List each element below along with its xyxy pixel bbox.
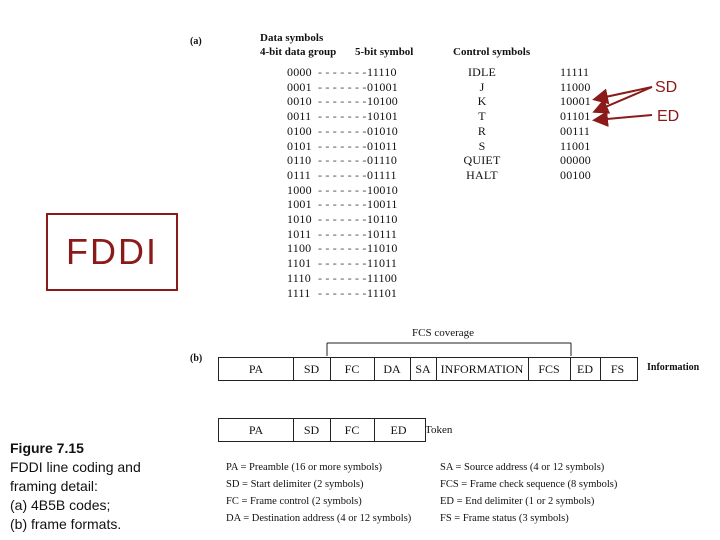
legend-entry: FC = Frame control (2 symbols) — [226, 496, 362, 507]
ed-annotation: ED — [657, 108, 680, 125]
frame-field-sa: SA — [410, 358, 437, 380]
dash-leader: - - - - - - - — [318, 79, 367, 94]
data-group-header: 4-bit data group — [260, 46, 337, 58]
legend-entry: SD = Start delimiter (2 symbols) — [226, 479, 364, 490]
legend-entry: ED = End delimiter (1 or 2 symbols) — [440, 496, 595, 507]
five-bit-header: 5-bit symbol — [355, 46, 414, 58]
data-group-cell: 1110 — [287, 270, 311, 285]
five-bit-symbol-cell: 10011 — [367, 197, 398, 212]
figure-number: Figure 7.15 — [10, 440, 84, 456]
data-group-cell: 1100 — [287, 241, 312, 256]
data-group-cell: 1000 — [287, 182, 312, 197]
dash-leader: - - - - - - - — [318, 285, 367, 300]
five-bit-symbol-cell: 11101 — [367, 285, 398, 300]
data-group-cell: 0011 — [287, 109, 312, 124]
data-group-cell: 0001 — [287, 79, 312, 94]
dash-leader: - - - - - - - — [318, 241, 367, 256]
five-bit-symbol-cell: 11100 — [367, 270, 398, 285]
fddi-box — [46, 213, 178, 291]
caption-line-2: framing detail: — [10, 478, 98, 494]
frame-field-sd: SD — [293, 358, 331, 380]
dash-leader: - - - - - - - — [318, 256, 367, 271]
five-bit-symbol-cell: 10110 — [367, 212, 398, 226]
frame-field-fs: FS — [610, 361, 625, 376]
dash-leader: - - - - - - - — [318, 167, 367, 182]
five-bit-symbol-cell: 11010 — [367, 241, 398, 256]
control-name-cell: K — [477, 94, 487, 109]
five-bit-symbol-cell: 01010 — [367, 123, 398, 138]
dash-leader: - - - - - - - — [318, 65, 367, 79]
five-bit-symbol-cell: 10101 — [367, 109, 398, 124]
control-code-cell: 00000 — [560, 153, 591, 168]
frame-field-ed: ED — [390, 422, 407, 437]
five-bit-symbol-cell: 01001 — [367, 79, 398, 94]
data-group-cell: 0100 — [287, 123, 312, 138]
dash-leader: - - - - - - - — [318, 153, 367, 168]
control-code-cell: 00111 — [560, 123, 591, 138]
frame-field-information: INFORMATION — [436, 358, 529, 380]
legend-entry: SA = Source address (4 or 12 symbols) — [440, 462, 605, 473]
fcs-coverage-label: FCS coverage — [412, 327, 475, 339]
sd-arrow-j — [596, 87, 652, 99]
frame-field-fc: FC — [330, 358, 375, 380]
fddi-label: FDDI — [66, 231, 158, 272]
five-bit-symbol-cell: 10111 — [367, 226, 398, 241]
five-bit-symbol-cell: 11011 — [367, 256, 398, 271]
caption-line-1: FDDI line coding and — [10, 459, 141, 475]
dash-leader: - - - - - - - — [318, 138, 367, 153]
frame-field-fcs: FCS — [528, 358, 571, 380]
control-name-cell: T — [478, 109, 486, 124]
data-symbols-header: Data symbols — [260, 32, 324, 44]
five-bit-symbol-cell: 01011 — [367, 138, 398, 153]
dash-leader: - - - - - - - — [318, 94, 367, 109]
caption-line-4: (b) frame formats. — [10, 516, 122, 532]
information-frame — [218, 357, 638, 381]
legend-entry: DA = Destination address (4 or 12 symbols) — [226, 513, 412, 524]
control-name-cell: QUIET — [463, 153, 501, 168]
part-a-label: (a) — [190, 36, 202, 47]
legend-entry: PA = Preamble (16 or more symbols) — [226, 462, 383, 473]
dash-leader: - - - - - - - — [318, 109, 367, 124]
dash-leader: - - - - - - - — [318, 182, 367, 197]
frame-field-da: DA — [374, 358, 411, 380]
data-group-cell: 0101 — [287, 138, 312, 153]
dash-leader: - - - - - - - — [318, 123, 367, 138]
dash-leader: - - - - - - - — [318, 270, 367, 285]
data-group-cell: 1010 — [287, 212, 312, 226]
control-name-cell: J — [479, 79, 485, 94]
data-group-cell: 1101 — [287, 256, 312, 271]
control-code-cell: 10001 — [560, 94, 591, 109]
dash-leader: - - - - - - - — [318, 226, 367, 241]
sd-annotation: SD — [655, 79, 678, 96]
frame-field-ed: ED — [570, 358, 601, 380]
five-bit-symbol-cell: 01110 — [367, 153, 398, 168]
data-group-cell: 0010 — [287, 94, 312, 109]
part-b-label: (b) — [190, 353, 203, 364]
dash-leader: - - - - - - - — [318, 197, 367, 212]
fcs-coverage-bracket — [325, 338, 575, 358]
legend-entry: FS = Frame status (3 symbols) — [440, 513, 569, 524]
control-code-cell: 11111 — [560, 65, 590, 79]
legend-entry: FCS = Frame check sequence (8 symbols) — [440, 479, 618, 490]
token-frame-label: Token — [425, 424, 453, 436]
control-code-cell: 11001 — [560, 138, 591, 153]
control-code-cell: 00100 — [560, 167, 591, 182]
five-bit-symbol-cell: 10100 — [367, 94, 398, 109]
data-group-cell: 1001 — [287, 197, 312, 212]
control-code-cell: 11000 — [560, 79, 591, 94]
frame-field-pa: PA — [219, 419, 294, 441]
control-name-cell: R — [477, 123, 487, 138]
five-bit-symbol-cell: 01111 — [367, 167, 397, 182]
data-group-cell: 1111 — [287, 285, 311, 300]
data-group-cell: 0000 — [287, 65, 312, 79]
frame-field-fc: FC — [330, 419, 375, 441]
data-group-cell: 0111 — [287, 167, 311, 182]
data-group-cell: 0110 — [287, 153, 312, 168]
annotation-arrows — [590, 75, 660, 135]
control-name-cell: S — [478, 138, 486, 153]
control-code-cell: 01101 — [560, 109, 591, 124]
five-bit-symbol-cell: 10010 — [367, 182, 398, 197]
five-bit-symbol-cell: 11110 — [367, 65, 397, 79]
frame-field-sd: SD — [293, 419, 331, 441]
dash-leader: - - - - - - - — [318, 212, 367, 226]
sd-arrow-k — [596, 87, 652, 111]
ed-arrow — [596, 115, 652, 120]
data-group-cell: 1011 — [287, 226, 312, 241]
information-frame-label: Information — [647, 362, 700, 373]
caption-line-3: (a) 4B5B codes; — [10, 497, 111, 513]
control-symbols-header: Control symbols — [453, 46, 531, 58]
control-name-cell: HALT — [466, 167, 498, 182]
frame-field-pa: PA — [219, 358, 294, 380]
token-frame — [218, 418, 426, 442]
control-name-cell: IDLE — [467, 65, 497, 79]
